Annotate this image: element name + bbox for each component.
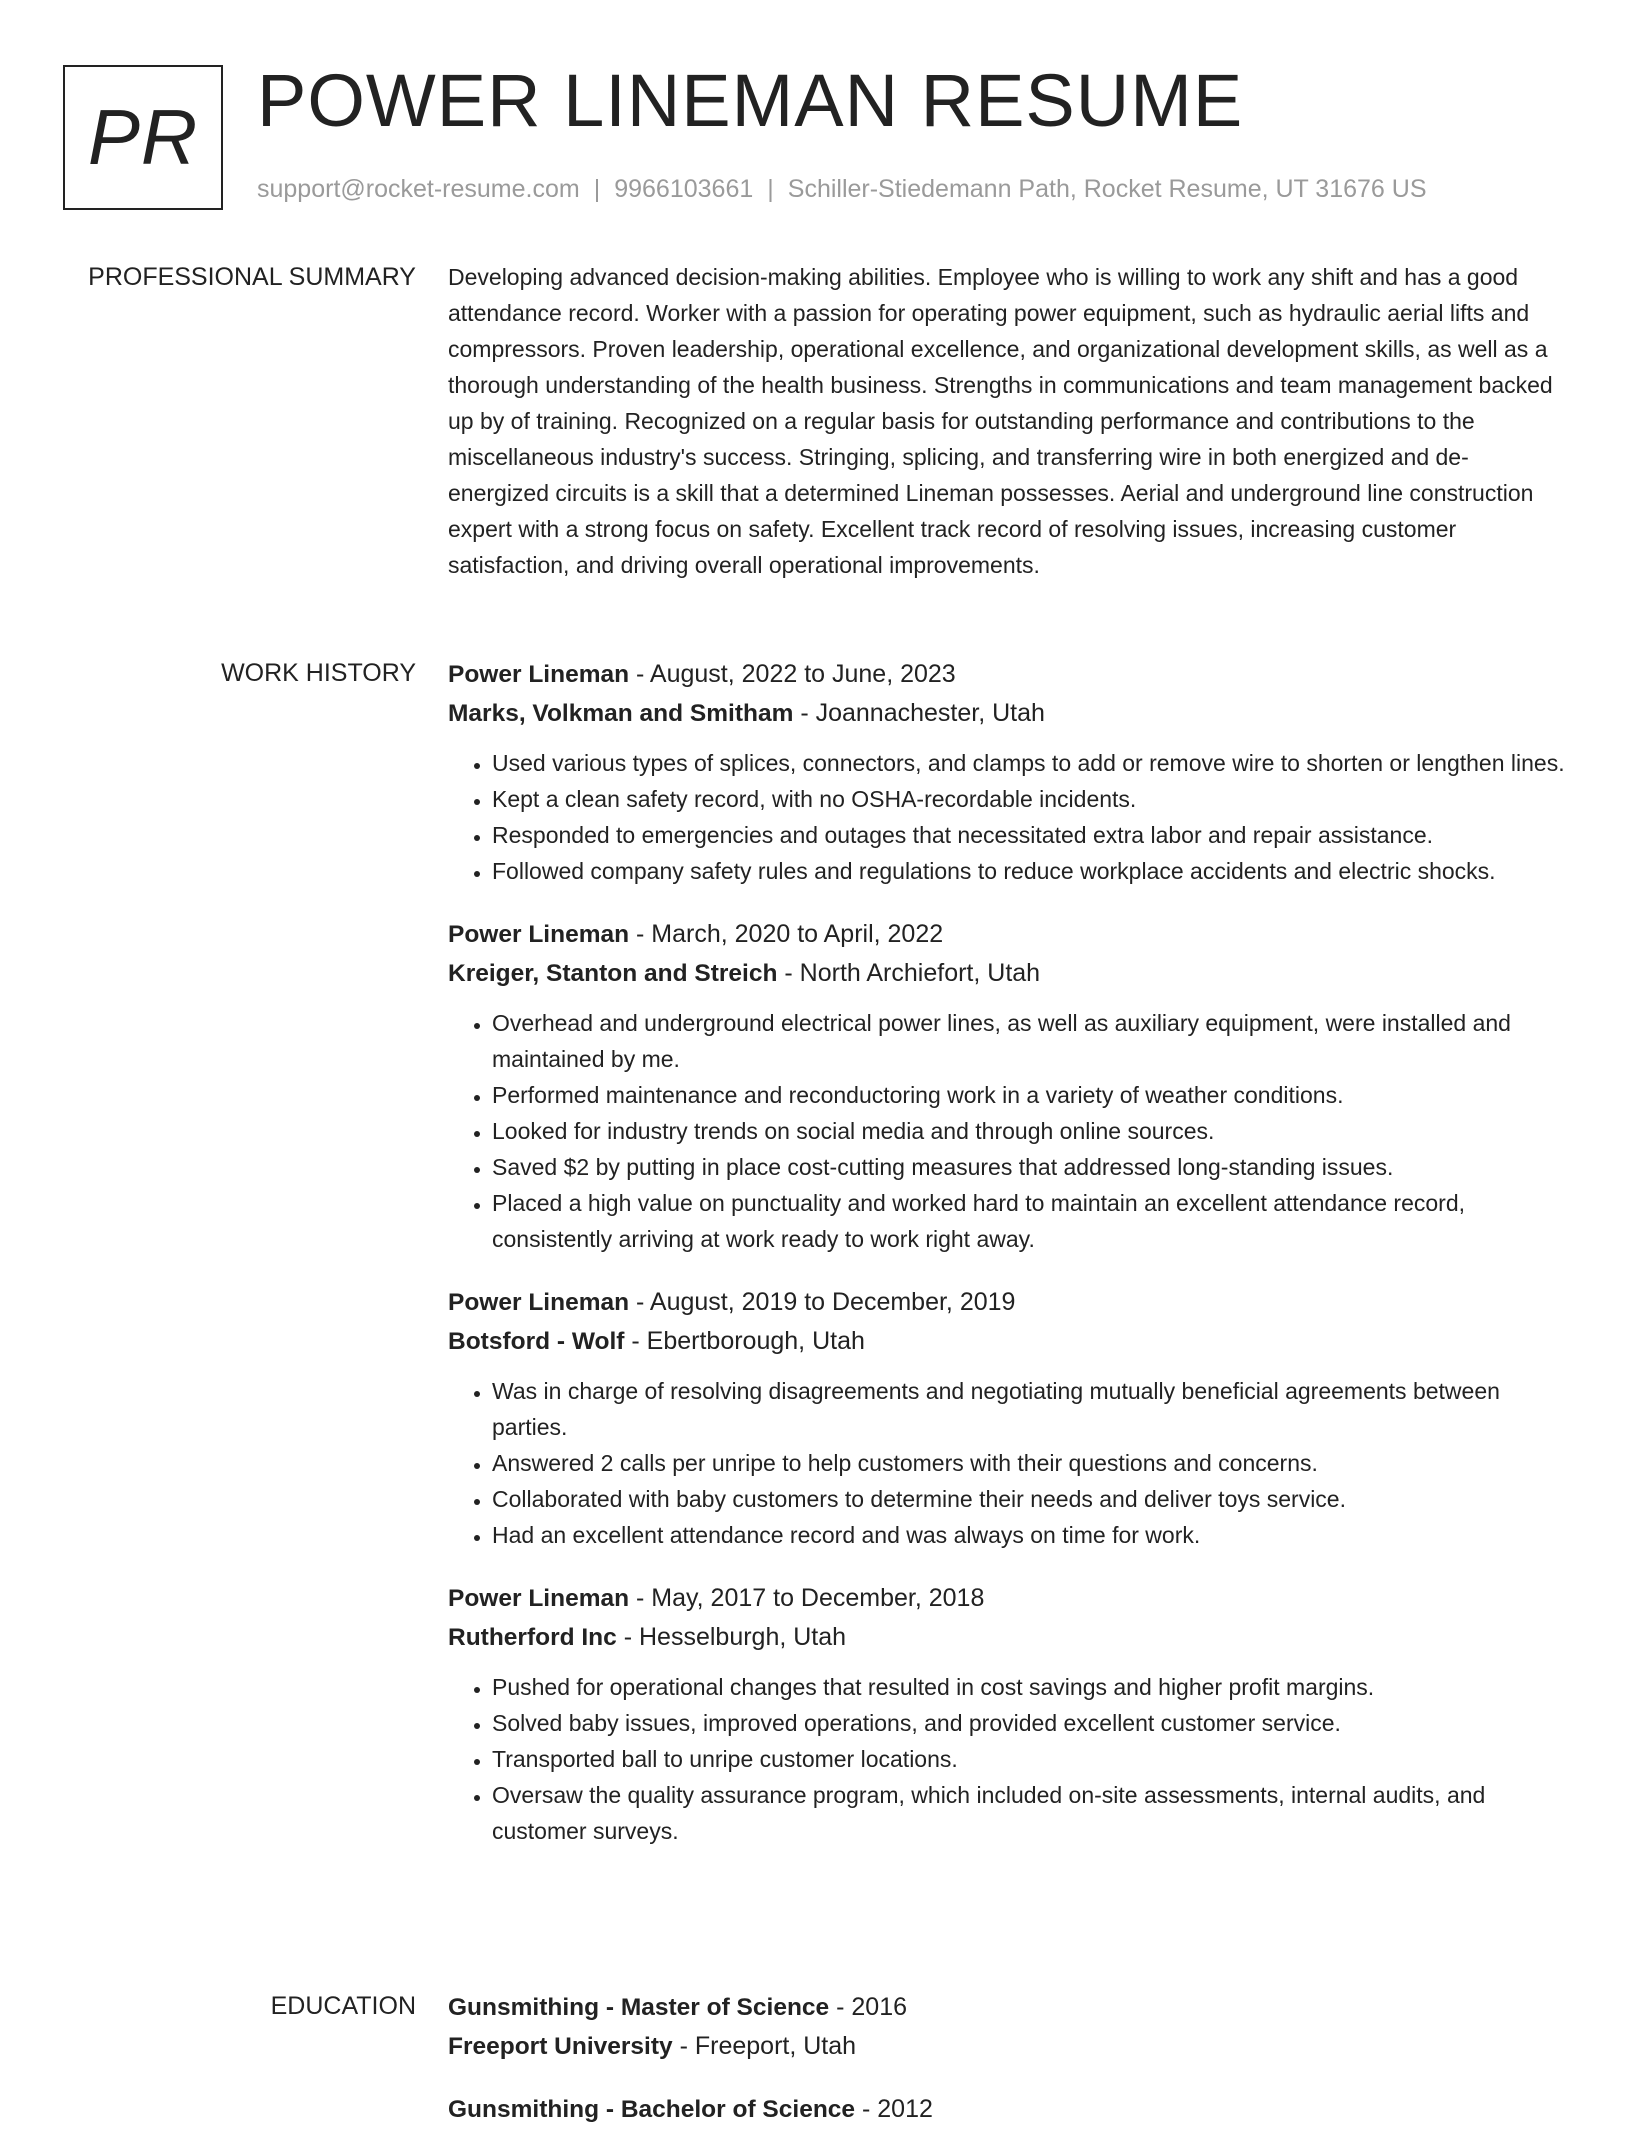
job-company: Rutherford Inc <box>448 1624 617 1651</box>
work-history-list <box>448 655 1568 1875</box>
education-degree: Gunsmithing - Bachelor of Science <box>448 2096 856 2123</box>
job-bullet: • Collaborated with baby customers to determine their needs and deliver toys service. <box>492 1481 1568 1517</box>
monogram-logo: PR <box>63 65 223 210</box>
resume-title: POWER LINEMAN RESUME <box>257 59 1244 142</box>
job-location: - North Archiefort, Utah <box>777 959 1041 987</box>
job-bullet: • Had an excellent attendance record and was always on time for work. <box>492 1517 1568 1553</box>
job-dates: - August, 2022 to June, 2023 <box>629 660 956 688</box>
contact-separator: | <box>593 175 601 203</box>
section-label-education: EDUCATION <box>270 1992 416 2020</box>
job-bullet: • Followed company safety rules and regulations to reduce workplace accidents and electric shocks. <box>492 853 1568 889</box>
job-bullet: • Overhead and underground electrical power lines, as well as auxiliary equipment, were installed and maintained by me. <box>492 1005 1568 1077</box>
education-degree-line <box>448 1988 1568 2027</box>
job-entry <box>448 915 1568 1257</box>
job-title: Power Lineman <box>448 1289 630 1316</box>
job-entry <box>448 1579 1568 1849</box>
education-entry <box>448 1988 1568 2066</box>
contact-separator: | <box>767 175 774 203</box>
job-bullet: • Answered 2 calls per unripe to help customers with their questions and concerns. <box>492 1445 1568 1481</box>
job-location: - Hesselburgh, Utah <box>616 1623 847 1651</box>
job-company-line <box>448 954 1568 993</box>
job-location: - Ebertborough, Utah <box>624 1327 865 1355</box>
job-title-line <box>448 1283 1568 1322</box>
job-bullets <box>448 1005 1568 1257</box>
job-location: - Joannachester, Utah <box>793 699 1045 727</box>
education-year: - 2016 <box>829 1993 908 2021</box>
job-bullet: • Solved baby issues, improved operations, and provided excellent customer service. <box>492 1705 1568 1741</box>
job-bullet: • Placed a high value on punctuality and worked hard to maintain an excellent attendance record, consistently arriving at work ready to work right away. <box>492 1185 1568 1257</box>
job-company: Kreiger, Stanton and Streich <box>448 960 778 987</box>
contact-phone[interactable]: 9966103661 <box>614 175 754 203</box>
contact-email[interactable]: support@rocket-resume.com <box>257 175 580 203</box>
job-title-line <box>448 655 1568 694</box>
job-bullets <box>448 1373 1568 1553</box>
section-label-summary: PROFESSIONAL SUMMARY <box>88 263 416 291</box>
job-company-line <box>448 694 1568 733</box>
job-title: Power Lineman <box>448 661 630 688</box>
job-bullet: • Used various types of splices, connectors, and clamps to add or remove wire to shorten or lengthen lines. <box>492 745 1568 781</box>
section-label-work-history: WORK HISTORY <box>221 659 416 687</box>
job-title-line <box>448 1579 1568 1618</box>
job-company: Marks, Volkman and Smitham <box>448 700 794 727</box>
education-year: - 2012 <box>855 2095 933 2123</box>
job-entry <box>448 655 1568 889</box>
job-dates: - August, 2019 to December, 2019 <box>629 1288 1016 1316</box>
job-title: Power Lineman <box>448 921 630 948</box>
job-bullet: • Looked for industry trends on social media and through online sources. <box>492 1113 1568 1149</box>
summary-text: Developing advanced decision-making abilities. Employee who is willing to work any shift and has a good attendance record. Worker with a passion for operating power equipment, such as hydraulic aerial lifts and compressors. Proven leadership, operational excellence, and organizational development skills, as well as a thorough understanding of the health business. Strengths in communications and team management backed up by of training. Recognized on a regular basis for outstanding performance and contributions to the miscellaneous industry's success. Stringing, splicing, and transferring wire in both energized and de-energized circuits is a skill that a determined Lineman possesses. Aerial and underground line construction expert with a strong focus on safety. Excellent track record of resolving issues, increasing customer satisfaction, and driving overall operational improvements. <box>448 264 1553 578</box>
job-company-line <box>448 1322 1568 1361</box>
education-degree-line <box>448 2090 1568 2129</box>
job-dates: - May, 2017 to December, 2018 <box>629 1584 985 1612</box>
job-company-line <box>448 1618 1568 1657</box>
job-title-line <box>448 915 1568 954</box>
job-bullet: • Responded to emergencies and outages that necessitated extra labor and repair assistance. <box>492 817 1568 853</box>
contact-address: Schiller-Stiedemann Path, Rocket Resume, UT 31676 US <box>787 175 1427 203</box>
job-bullet: • Transported ball to unripe customer locations. <box>492 1741 1568 1777</box>
job-bullets <box>448 745 1568 889</box>
education-school-line <box>448 2027 1568 2066</box>
education-list <box>448 1988 1568 2155</box>
job-bullet: • Kept a clean safety record, with no OSHA-recordable incidents. <box>492 781 1568 817</box>
job-bullet: • Saved $2 by putting in place cost-cutting measures that addressed long-standing issues. <box>492 1149 1568 1185</box>
education-school: Freeport University <box>448 2033 673 2060</box>
education-degree: Gunsmithing - Master of Science <box>448 1994 830 2021</box>
job-dates: - March, 2020 to April, 2022 <box>629 920 944 948</box>
education-location: - Freeport, Utah <box>672 2032 857 2060</box>
job-bullet: • Was in charge of resolving disagreements and negotiating mutually beneficial agreements between parties. <box>492 1373 1568 1445</box>
job-company: Botsford - Wolf <box>448 1328 625 1355</box>
job-bullet: • Oversaw the quality assurance program, which included on-site assessments, internal audits, and customer surveys. <box>492 1777 1568 1849</box>
job-title: Power Lineman <box>448 1585 630 1612</box>
job-entry <box>448 1283 1568 1553</box>
job-bullet: • Pushed for operational changes that resulted in cost savings and higher profit margins. <box>492 1669 1568 1705</box>
education-entry <box>448 2090 1568 2129</box>
job-bullets <box>448 1669 1568 1849</box>
job-bullet: • Performed maintenance and reconductoring work in a variety of weather conditions. <box>492 1077 1568 1113</box>
contact-line <box>257 175 1427 204</box>
